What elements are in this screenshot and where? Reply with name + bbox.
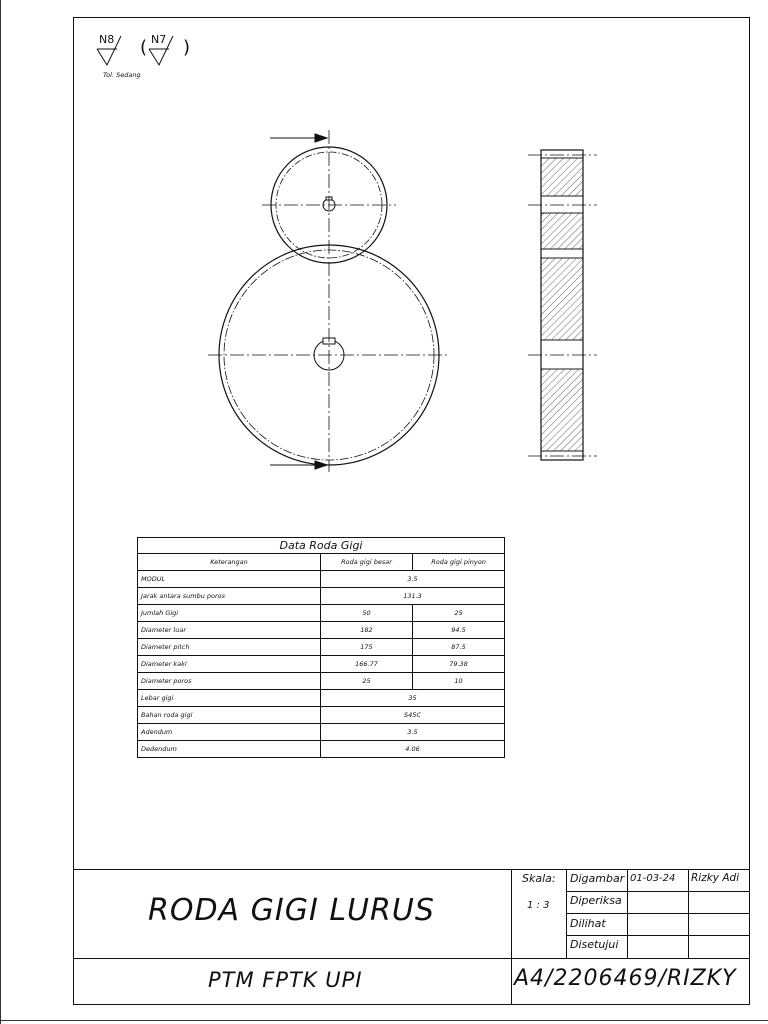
row-value-pinyon: 94.5 xyxy=(413,622,505,639)
scale-value: 1 : 3 xyxy=(527,900,550,911)
row-value: 3.5 xyxy=(321,724,505,741)
gear-section-side-view xyxy=(541,150,583,460)
table-title: Data Roda Gigi xyxy=(138,538,505,554)
row-label: Bahan roda gigi xyxy=(138,707,321,724)
table-row xyxy=(138,605,505,622)
drawn-by: Rizky Adi xyxy=(691,872,740,884)
seen-label: Dilihat xyxy=(570,917,606,930)
row-label: Jarak antara sumbu poros xyxy=(138,588,321,605)
row-label: Diameter luar xyxy=(138,622,321,639)
checked-label: Diperiksa xyxy=(570,894,622,907)
table-row xyxy=(138,639,505,656)
roughness-value-alt: N7 xyxy=(151,33,167,46)
table-row xyxy=(138,622,505,639)
institution-name: PTM FPTK UPI xyxy=(208,968,363,992)
table-row xyxy=(138,571,505,588)
gear-data-table xyxy=(137,537,505,758)
table-row xyxy=(138,690,505,707)
row-value-pinyon: 25 xyxy=(413,605,505,622)
table-row xyxy=(138,588,505,605)
open-paren: ( xyxy=(140,37,148,58)
row-label: Diameter poros xyxy=(138,673,321,690)
row-label: Jumlah Gigi xyxy=(138,605,321,622)
row-value: 35 xyxy=(321,690,505,707)
row-label: MODUL xyxy=(138,571,321,588)
row-label: Lebar gigi xyxy=(138,690,321,707)
approved-label: Disetujui xyxy=(570,938,619,951)
section-arrow-bottom xyxy=(270,461,327,469)
table-row xyxy=(138,724,505,741)
row-value-besar: 25 xyxy=(321,673,413,690)
tb-line-top xyxy=(73,869,750,870)
drawn-label: Digambar xyxy=(570,872,625,885)
row-value-besar: 50 xyxy=(321,605,413,622)
drawing-title: RODA GIGI LURUS xyxy=(148,893,435,928)
row-label: Dedendum xyxy=(138,741,321,758)
row-value-besar: 182 xyxy=(321,622,413,639)
table-row xyxy=(138,707,505,724)
row-value: 3.5 xyxy=(321,571,505,588)
roughness-value-main: N8 xyxy=(99,33,115,46)
row-value-besar: 166.77 xyxy=(321,656,413,673)
scale-label: Skala: xyxy=(522,872,556,885)
row-label: Adendum xyxy=(138,724,321,741)
section-arrow-top xyxy=(270,134,327,142)
close-paren: ) xyxy=(183,37,191,58)
row-value-pinyon: 10 xyxy=(413,673,505,690)
row-label: Diameter pitch xyxy=(138,639,321,656)
table-row xyxy=(138,673,505,690)
drawing-number: A4/2206469/RIZKY xyxy=(514,966,737,991)
tb-line-v1 xyxy=(511,869,512,1005)
row-value-pinyon: 79.38 xyxy=(413,656,505,673)
table-header: Keterangan xyxy=(138,554,321,571)
table-header: Roda gigi pinyon xyxy=(413,554,505,571)
tolerance-note: Tol. Sedang xyxy=(103,71,141,79)
row-value: 131.3 xyxy=(321,588,505,605)
tb-line-r2 xyxy=(566,913,750,914)
drawn-date: 01-03-24 xyxy=(630,873,676,884)
tb-line-r1 xyxy=(566,891,750,892)
table-header: Roda gigi besar xyxy=(321,554,413,571)
row-value: 4.06 xyxy=(321,741,505,758)
center-lines xyxy=(208,130,450,472)
table-row xyxy=(138,656,505,673)
row-value: S45C xyxy=(321,707,505,724)
tb-line-r3 xyxy=(566,935,750,936)
table-row xyxy=(138,741,505,758)
row-label: Diameter kaki xyxy=(138,656,321,673)
tb-line-mid xyxy=(73,958,750,959)
row-value-pinyon: 87.5 xyxy=(413,639,505,656)
row-value-besar: 175 xyxy=(321,639,413,656)
